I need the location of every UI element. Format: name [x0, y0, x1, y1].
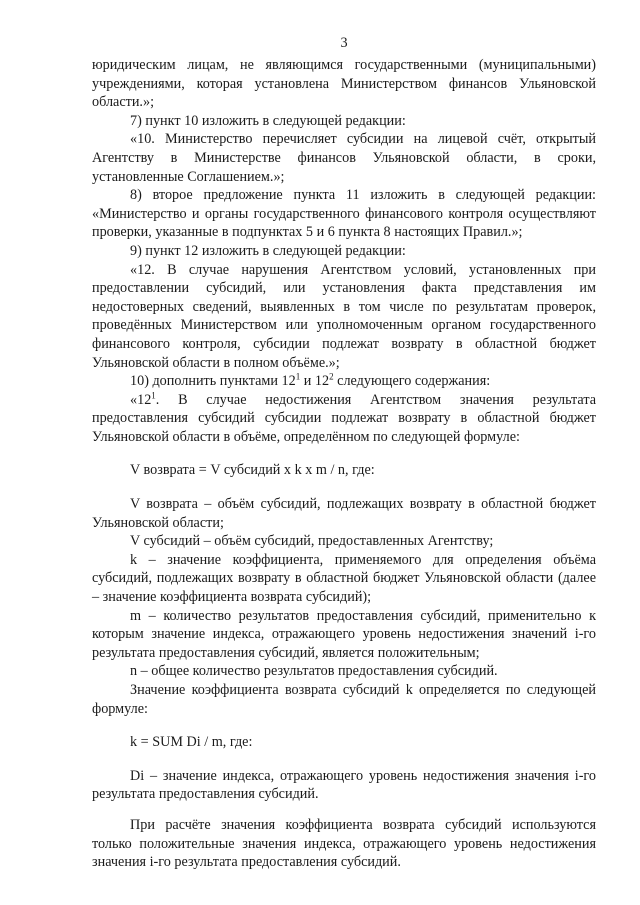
definition-n: n – общее количество результатов предоставления субсидий. — [130, 663, 498, 680]
definition-di: Di – значение индекса, отражающего уровень недостижения значения i-го результата предоставления субсидий. — [92, 767, 596, 803]
definition-v-refund: V возврата – объём субсидий, подлежащих возврату в областной бюджет Ульяновской области; — [92, 496, 596, 531]
formula-coefficient: k = SUM Di / m, где: — [130, 734, 253, 751]
paragraph-point-10: «10. Министерство перечисляет субсидии на лицевой счёт, открытый Агентству в Министерстве финансов Ульяновской области, в сроки, установленные Соглашением.»; — [92, 131, 596, 185]
definition-m: m – количество результатов предоставления субсидий, применительно к которым значение индекса, отражающего уровень недостижения значений i-го результата предоставления субсидий, является положительным; — [92, 607, 596, 661]
paragraph-positive-values: При расчёте значения коэффициента возврата субсидий используются только положительные значения индекса, отражающего уровень недостижения значения i-го результата предоставления субсидий. — [92, 816, 596, 871]
paragraph-item-9: 9) пункт 12 изложить в следующей редакции: — [130, 242, 406, 259]
paragraph-point-12-1: «$12^1$. В случае недостижения Агентством значения результата предоставления субсидий субсидии подлежат возврату в областной бюджет Ульяновской области в объёме, определённом по следующей формуле: — [92, 389, 596, 445]
paragraph-item-10: 10) дополнить пунктами $12^1$ и $12^2$ следующего содержания: — [130, 371, 491, 390]
paragraph-coefficient-intro: Значение коэффициента возврата субсидий k определяется по следующей формуле: — [92, 682, 596, 717]
definition-v-subsidies: V субсидий – объём субсидий, предоставленных Агентству; — [130, 533, 494, 550]
paragraph-item-8: 8) второе предложение пункта 11 изложить в следующей редакции: «Министерство и органы государственного финансового контроля осуществляют проверки, указанные в подпунктах 5 и 6 пункта 8 настоящих Правил.»; — [92, 187, 596, 241]
paragraph-continuation: юридическим лицам, не являющимся государственными (муниципальными) учреждениями, которая установлена Министерством финансов Ульяновской области.»; — [92, 57, 596, 111]
formula-refund-volume: V возврата = V субсидий x k x m / n, где: — [130, 462, 375, 479]
paragraph-item-7: 7) пункт 10 изложить в следующей редакции: — [130, 112, 406, 129]
paragraph-point-12: «12. В случае нарушения Агентством условий, установленных при предоставлении субсидий, или установления факта представления им недостоверных сведений, выявленных в том числе по результатам проверок, проведённых Министерством или уполномоченным органом государственного финансового контроля, субсидии подлежат возврату в областной бюджет Ульяновской области в полном объёме.»; — [92, 261, 596, 371]
page-number: 3 — [340, 35, 348, 51]
definition-k: k – значение коэффициента, применяемого для определения объёма субсидий, подлежащих возврату в областной бюджет Ульяновской области (далее – значение коэффициента возврата субсидий); — [92, 551, 596, 606]
